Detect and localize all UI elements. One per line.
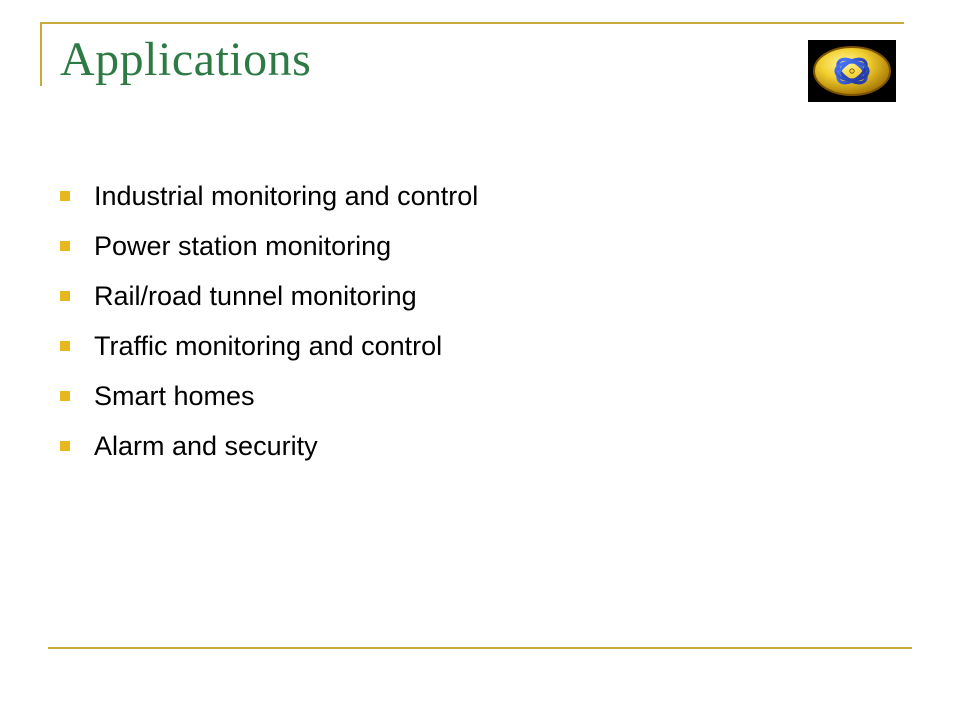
bullet-text: Alarm and security [94, 431, 318, 461]
bullet-item [60, 329, 478, 379]
bullet-text: Traffic monitoring and control [94, 331, 443, 361]
bullet-item [60, 179, 478, 229]
bullet-square-icon [60, 341, 70, 351]
bullet-text: Industrial monitoring and control [94, 181, 479, 211]
bullet-text: Rail/road tunnel monitoring [94, 281, 417, 311]
bullet-item [60, 379, 478, 429]
atom-logo [808, 40, 896, 102]
bullet-square-icon [60, 291, 70, 301]
bullet-item [60, 279, 478, 329]
slide-title: Applications [60, 33, 312, 86]
bullet-square-icon [60, 441, 70, 451]
bullet-square-icon [60, 241, 70, 251]
bullet-text: Power station monitoring [94, 231, 392, 261]
left-frame-line [40, 22, 42, 86]
bullet-square-icon [60, 191, 70, 201]
bullet-item [60, 229, 478, 279]
bullet-text: Smart homes [94, 381, 255, 411]
bullet-square-icon [60, 391, 70, 401]
bottom-frame-line [48, 647, 912, 649]
atom-icon [808, 40, 896, 102]
bullet-item [60, 429, 478, 479]
bullet-list [60, 179, 478, 479]
top-frame-line [40, 22, 904, 24]
